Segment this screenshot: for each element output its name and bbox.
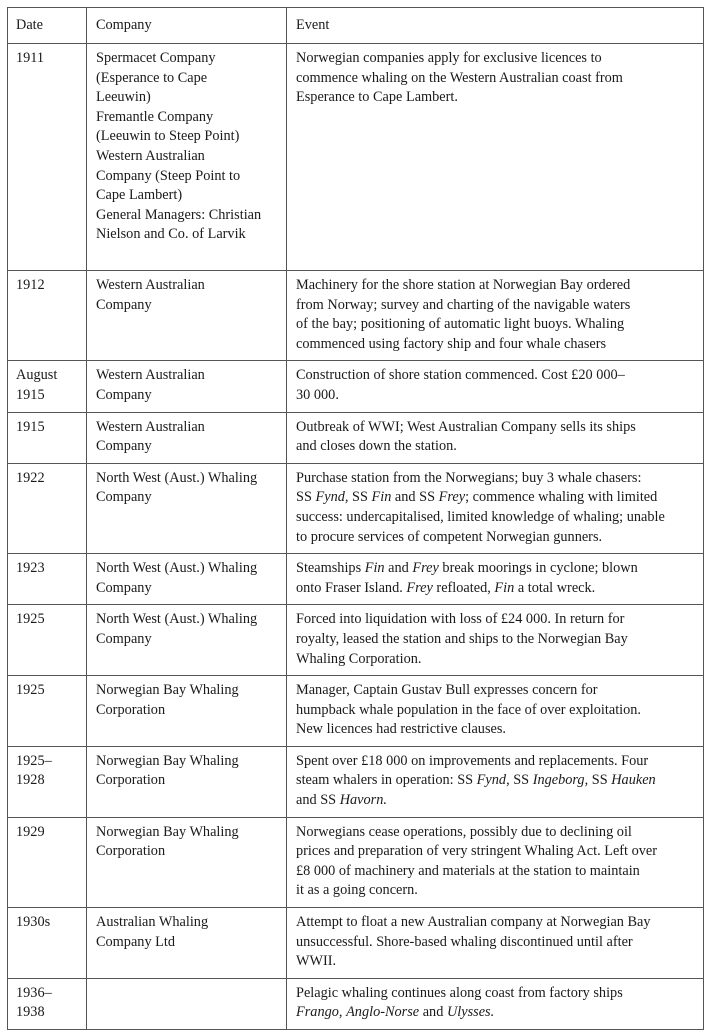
table-row	[8, 44, 704, 271]
event-line	[296, 508, 696, 528]
event-line	[296, 276, 696, 296]
event-line	[296, 488, 696, 508]
event-line	[296, 823, 696, 843]
event-text: Esperance to Cape Lambert.	[296, 89, 458, 106]
event-cell	[287, 361, 704, 412]
company-cell	[87, 817, 287, 907]
event-text: Spent over £18 000 on improvements and replacements. Four	[296, 752, 649, 769]
event-text: Pelagic whaling continues along coast from factory ships	[296, 984, 623, 1001]
header-company: Company	[87, 8, 287, 44]
date-line: 1922	[16, 469, 45, 486]
event-text: break moorings in cyclone; blown	[438, 560, 638, 577]
event-line	[296, 862, 696, 882]
event-line	[296, 933, 696, 953]
event-text: SS	[296, 489, 316, 506]
header-row	[8, 8, 704, 44]
event-line	[296, 701, 696, 721]
date-cell	[8, 605, 87, 676]
table-row	[8, 978, 704, 1029]
company-line: Company	[96, 438, 152, 455]
ship-name: Ingeborg	[532, 772, 585, 789]
event-text: to procure services of competent Norwegian gunners.	[296, 528, 603, 545]
event-text: Outbreak of WWI; West Australian Company sells its ships	[296, 418, 636, 435]
date-line: 1936–	[16, 984, 52, 1001]
table-row	[8, 361, 704, 412]
date-line: 1925	[16, 682, 45, 699]
table-row	[8, 554, 704, 605]
ship-name: Frey	[412, 560, 439, 577]
event-line	[296, 791, 696, 811]
date-cell	[8, 361, 87, 412]
event-line	[296, 88, 696, 108]
company-line: Fremantle Company	[96, 108, 214, 125]
company-cell	[87, 605, 287, 676]
event-line	[296, 69, 696, 89]
event-line	[296, 366, 696, 386]
event-cell	[287, 817, 704, 907]
company-line: Norwegian Bay Whaling	[96, 823, 239, 840]
event-text: Attempt to float a new Australian company at Norwegian Bay	[296, 914, 651, 931]
ship-name: Fin	[371, 489, 392, 506]
event-line	[296, 984, 696, 1004]
event-cell	[287, 605, 704, 676]
company-cell	[87, 463, 287, 553]
header-event: Event	[287, 8, 704, 44]
company-line: Corporation	[96, 701, 166, 718]
event-text: royalty, leased the station and ships to the Norwegian Bay	[296, 630, 628, 647]
company-line: North West (Aust.) Whaling	[96, 611, 258, 628]
event-text: Construction of shore station commenced. Cost £20 000–	[296, 367, 625, 384]
event-cell	[287, 412, 704, 463]
event-cell	[287, 746, 704, 817]
company-line: Corporation	[96, 772, 166, 789]
event-line	[296, 469, 696, 489]
header-date: Date	[8, 8, 87, 44]
event-line	[296, 49, 696, 69]
event-line	[296, 386, 696, 406]
date-cell	[8, 978, 87, 1029]
company-cell	[87, 271, 287, 361]
table-row	[8, 676, 704, 747]
event-line	[296, 771, 696, 791]
date-cell	[8, 271, 87, 361]
company-cell	[87, 746, 287, 817]
company-line: Norwegian Bay Whaling	[96, 682, 239, 699]
event-line	[296, 610, 696, 630]
company-cell	[87, 908, 287, 979]
event-text: WWII.	[296, 953, 337, 970]
event-text: ; commence whaling with limited	[465, 489, 658, 506]
event-text: humpback whale population in the face of over exploitation.	[296, 701, 642, 718]
company-line: North West (Aust.) Whaling	[96, 469, 258, 486]
company-line: Cape Lambert)	[96, 187, 183, 204]
date-line: 1912	[16, 277, 45, 293]
ship-name: Fin	[494, 579, 515, 596]
event-line	[296, 681, 696, 701]
ship-name: Havorn.	[339, 792, 387, 809]
event-line	[296, 296, 696, 316]
event-text: from Norway; survey and charting of the navigable waters	[296, 296, 631, 313]
ship-name: Ulysses.	[446, 1004, 495, 1021]
company-line: Norwegian Bay Whaling	[96, 752, 239, 769]
ship-name: Hauken	[611, 772, 656, 789]
company-line: (Esperance to Cape	[96, 69, 208, 86]
date-line: 1925	[16, 611, 45, 628]
ship-name: Fynd,	[315, 489, 349, 506]
event-line	[296, 952, 696, 972]
company-line: Company Ltd	[96, 933, 176, 950]
event-text: New licences had restrictive clauses.	[296, 721, 506, 738]
company-line: Company	[96, 489, 152, 506]
ship-name: Frey	[438, 489, 466, 506]
ship-name: Frey	[406, 579, 433, 596]
company-line: (Leeuwin to Steep Point)	[96, 128, 240, 145]
company-line: Company	[96, 296, 152, 313]
date-line: 1923	[16, 560, 45, 577]
event-cell	[287, 44, 704, 271]
company-line: Corporation	[96, 843, 166, 860]
date-cell	[8, 908, 87, 979]
event-line	[296, 881, 696, 901]
company-line: General Managers: Christian	[96, 206, 262, 223]
date-line: 1928	[16, 772, 45, 789]
date-cell	[8, 463, 87, 553]
event-text: refloated,	[432, 579, 495, 596]
timeline-body	[8, 8, 704, 1030]
event-line	[296, 335, 696, 355]
date-cell	[8, 746, 87, 817]
timeline-table	[7, 7, 704, 1030]
event-line	[296, 559, 696, 579]
date-line: 1915	[16, 418, 45, 435]
event-line	[296, 650, 696, 670]
event-cell	[287, 554, 704, 605]
event-line	[296, 842, 696, 862]
ship-name: Fin	[364, 560, 385, 577]
company-line: Western Australian	[96, 147, 205, 164]
event-line	[296, 752, 696, 772]
event-cell	[287, 908, 704, 979]
company-line: Western Australian	[96, 367, 205, 384]
table-row	[8, 746, 704, 817]
company-cell	[87, 554, 287, 605]
table-row	[8, 817, 704, 907]
event-text: of the bay; positioning of automatic light buoys. Whaling	[296, 316, 625, 333]
date-line: 1911	[16, 50, 45, 66]
table-row	[8, 463, 704, 553]
event-text: commenced using factory ship and four whale chasers	[296, 335, 607, 352]
event-text: commence whaling on the Western Australian coast from	[296, 69, 623, 86]
event-text: success: undercapitalised, limited knowledge of whaling; unable	[296, 508, 665, 525]
event-line	[296, 630, 696, 650]
company-cell	[87, 676, 287, 747]
date-line: 1925–	[16, 752, 52, 769]
date-line: 1930s	[16, 914, 51, 931]
company-line: Australian Whaling	[96, 914, 209, 931]
event-text: 30 000.	[296, 386, 339, 403]
event-text: Machinery for the shore station at Norwegian Bay ordered	[296, 277, 631, 293]
company-line: Company	[96, 386, 152, 403]
event-text: , SS	[506, 772, 533, 789]
ship-name: Frango	[296, 1004, 339, 1021]
event-text: Norwegian companies apply for exclusive licences to	[296, 50, 602, 66]
company-line: North West (Aust.) Whaling	[96, 560, 258, 577]
event-text: and closes down the station.	[296, 438, 457, 455]
event-text: Purchase station from the Norwegians; buy 3 whale chasers:	[296, 469, 642, 486]
event-text: it as a going concern.	[296, 882, 418, 899]
event-text: SS	[348, 489, 372, 506]
company-line: Spermacet Company	[96, 50, 216, 66]
ship-name: Anglo-Norse	[346, 1004, 420, 1021]
event-text: , SS	[584, 772, 612, 789]
company-line: Company	[96, 630, 152, 647]
company-line: Nielson and Co. of Larvik	[96, 226, 246, 243]
ship-name: Fynd	[476, 772, 507, 789]
event-text: Whaling Corporation.	[296, 650, 422, 667]
event-line	[296, 528, 696, 548]
company-cell	[87, 44, 287, 271]
event-line	[296, 913, 696, 933]
event-text: ,	[338, 1004, 347, 1021]
date-cell	[8, 554, 87, 605]
date-line: August	[16, 367, 58, 384]
date-line: 1929	[16, 823, 45, 840]
event-text: a total wreck.	[514, 579, 596, 596]
date-cell	[8, 44, 87, 271]
event-text: unsuccessful. Shore-based whaling discontinued until after	[296, 933, 633, 950]
company-line: Company	[96, 579, 152, 596]
date-line: 1938	[16, 1004, 45, 1021]
company-line: Company (Steep Point to	[96, 167, 241, 184]
company-line: Western Australian	[96, 418, 205, 435]
event-text: steam whalers in operation: SS	[296, 772, 477, 789]
date-cell	[8, 676, 87, 747]
event-text: onto Fraser Island.	[296, 579, 407, 596]
table-row	[8, 412, 704, 463]
event-cell	[287, 463, 704, 553]
event-line	[296, 1003, 696, 1023]
event-text: £8 000 of machinery and materials at the station to maintain	[296, 862, 640, 879]
event-text: and SS	[296, 792, 340, 809]
event-text: and	[419, 1004, 447, 1021]
event-text: and	[384, 560, 413, 577]
date-line: 1915	[16, 386, 45, 403]
table-row	[8, 908, 704, 979]
event-text: and SS	[391, 489, 439, 506]
event-cell	[287, 978, 704, 1029]
event-text: Norwegians cease operations, possibly due to declining oil	[296, 823, 632, 840]
event-line	[296, 418, 696, 438]
company-line: Leeuwin)	[96, 89, 151, 106]
event-text: Steamships	[296, 560, 365, 577]
event-cell	[287, 271, 704, 361]
table-row	[8, 271, 704, 361]
event-line	[296, 579, 696, 599]
event-line	[296, 315, 696, 335]
event-text: Manager, Captain Gustav Bull expresses concern for	[296, 682, 598, 699]
date-cell	[8, 412, 87, 463]
event-text: Forced into liquidation with loss of £24 000. In return for	[296, 611, 625, 628]
table-row	[8, 605, 704, 676]
event-cell	[287, 676, 704, 747]
company-line: Western Australian	[96, 277, 205, 293]
company-cell	[87, 978, 287, 1029]
company-cell	[87, 412, 287, 463]
event-line	[296, 720, 696, 740]
company-cell	[87, 361, 287, 412]
event-text: prices and preparation of very stringent Whaling Act. Left over	[296, 843, 658, 860]
date-cell	[8, 817, 87, 907]
event-line	[296, 437, 696, 457]
